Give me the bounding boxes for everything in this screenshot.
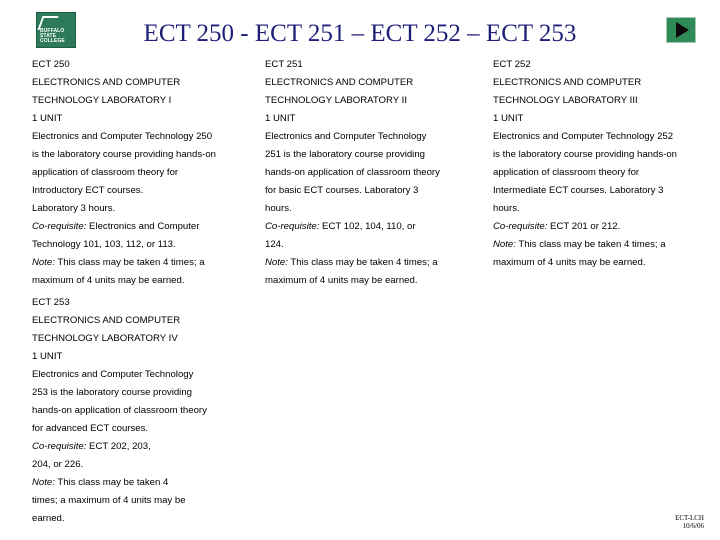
coreq-label: Co-requisite: [265, 221, 320, 232]
note [493, 236, 677, 254]
description-line: 253 is the laboratory course providing [32, 387, 192, 398]
coreq-text: ECT 201 or 212. [547, 221, 621, 232]
description-line: for advanced ECT courses. [32, 423, 149, 434]
course-units: 1 UNIT [32, 113, 63, 124]
course-column-ect250 [32, 56, 216, 290]
course-column-ect252 [493, 56, 677, 272]
corequisite [32, 438, 207, 456]
description-line: Intermediate ECT courses. Laboratory 3 [493, 185, 664, 196]
corequisite [32, 218, 216, 236]
play-icon [667, 18, 695, 42]
note [32, 474, 207, 492]
course-block-ect253 [32, 294, 207, 528]
description-line: application of classroom theory for [32, 167, 179, 178]
coreq-text: ECT 102, 104, 110, or [319, 221, 416, 232]
note-label: Note: [265, 257, 288, 268]
course-title-line: TECHNOLOGY LABORATORY II [265, 95, 407, 106]
course-title-line: TECHNOLOGY LABORATORY IV [32, 333, 178, 344]
course-units: 1 UNIT [265, 113, 296, 124]
description-line: hours. [265, 203, 292, 214]
course-units: 1 UNIT [493, 113, 524, 124]
page-title: ECT 250 - ECT 251 – ECT 252 – ECT 253 [143, 20, 577, 47]
description-line: hours. [493, 203, 520, 214]
note-cont: earned. [32, 513, 65, 524]
description-line: for basic ECT courses. Laboratory 3 [265, 185, 419, 196]
description-line: Electronics and Computer Technology 252 [493, 131, 674, 142]
course-code: ECT 253 [32, 297, 70, 308]
description-line: 251 is the laboratory course providing [265, 149, 425, 160]
course-title-line: ELECTRONICS AND COMPUTER [493, 77, 642, 88]
note-label: Note: [32, 257, 55, 268]
course-title-line: TECHNOLOGY LABORATORY III [493, 95, 638, 106]
note-text: This class may be taken 4 times; a [515, 239, 666, 250]
course-column-ect251 [265, 56, 440, 290]
footer-date: 10/6/06 [682, 522, 704, 530]
description-line: hands-on application of classroom theory [265, 167, 440, 178]
next-slide-button[interactable] [666, 17, 696, 43]
note-text: This class may be taken 4 times; a [54, 257, 205, 268]
coreq-label: Co-requisite: [32, 441, 87, 452]
course-title-line: TECHNOLOGY LABORATORY I [32, 95, 172, 106]
logo-text: BUFFALO STATE COLLEGE [40, 28, 65, 44]
coreq-text: Electronics and Computer [86, 221, 200, 232]
description-line: Electronics and Computer Technology [32, 369, 194, 380]
note [265, 254, 440, 272]
course-title-line: ELECTRONICS AND COMPUTER [32, 77, 181, 88]
coreq-text: ECT 202, 203, [86, 441, 151, 452]
note-cont: maximum of 4 units may be earned. [493, 257, 646, 268]
note-label: Note: [493, 239, 516, 250]
note-text: This class may be taken 4 [54, 477, 169, 488]
corequisite [265, 218, 440, 236]
coreq-label: Co-requisite: [32, 221, 87, 232]
course-title-line: ELECTRONICS AND COMPUTER [265, 77, 414, 88]
course-code: ECT 251 [265, 59, 303, 70]
course-title-line: ELECTRONICS AND COMPUTER [32, 315, 181, 326]
description-line: Electronics and Computer Technology [265, 131, 427, 142]
note-cont: maximum of 4 units may be earned. [265, 275, 418, 286]
note [32, 254, 216, 272]
description-line: is the laboratory course providing hands-on [32, 149, 216, 160]
description-line: application of classroom theory for [493, 167, 640, 178]
corequisite-cont: 124. [265, 239, 284, 250]
corequisite-cont: Technology 101, 103, 112, or 113. [32, 239, 176, 250]
note-text: This class may be taken 4 times; a [287, 257, 438, 268]
description-line: Introductory ECT courses. [32, 185, 144, 196]
coreq-label: Co-requisite: [493, 221, 548, 232]
course-code: ECT 252 [493, 59, 531, 70]
course-code: ECT 250 [32, 59, 70, 70]
description-line: is the laboratory course providing hands-on [493, 149, 677, 160]
note-cont: times; a maximum of 4 units may be [32, 495, 186, 506]
description-line: Electronics and Computer Technology 250 [32, 131, 213, 142]
note-cont: maximum of 4 units may be earned. [32, 275, 185, 286]
corequisite [493, 218, 677, 236]
footer-stamp [675, 514, 704, 530]
description-line: hands-on application of classroom theory [32, 405, 207, 416]
corequisite-cont: 204, or 226. [32, 459, 84, 470]
course-units: 1 UNIT [32, 351, 63, 362]
footer-code: ECT-LCH [675, 514, 704, 522]
note-label: Note: [32, 477, 55, 488]
description-line: Laboratory 3 hours. [32, 203, 116, 214]
